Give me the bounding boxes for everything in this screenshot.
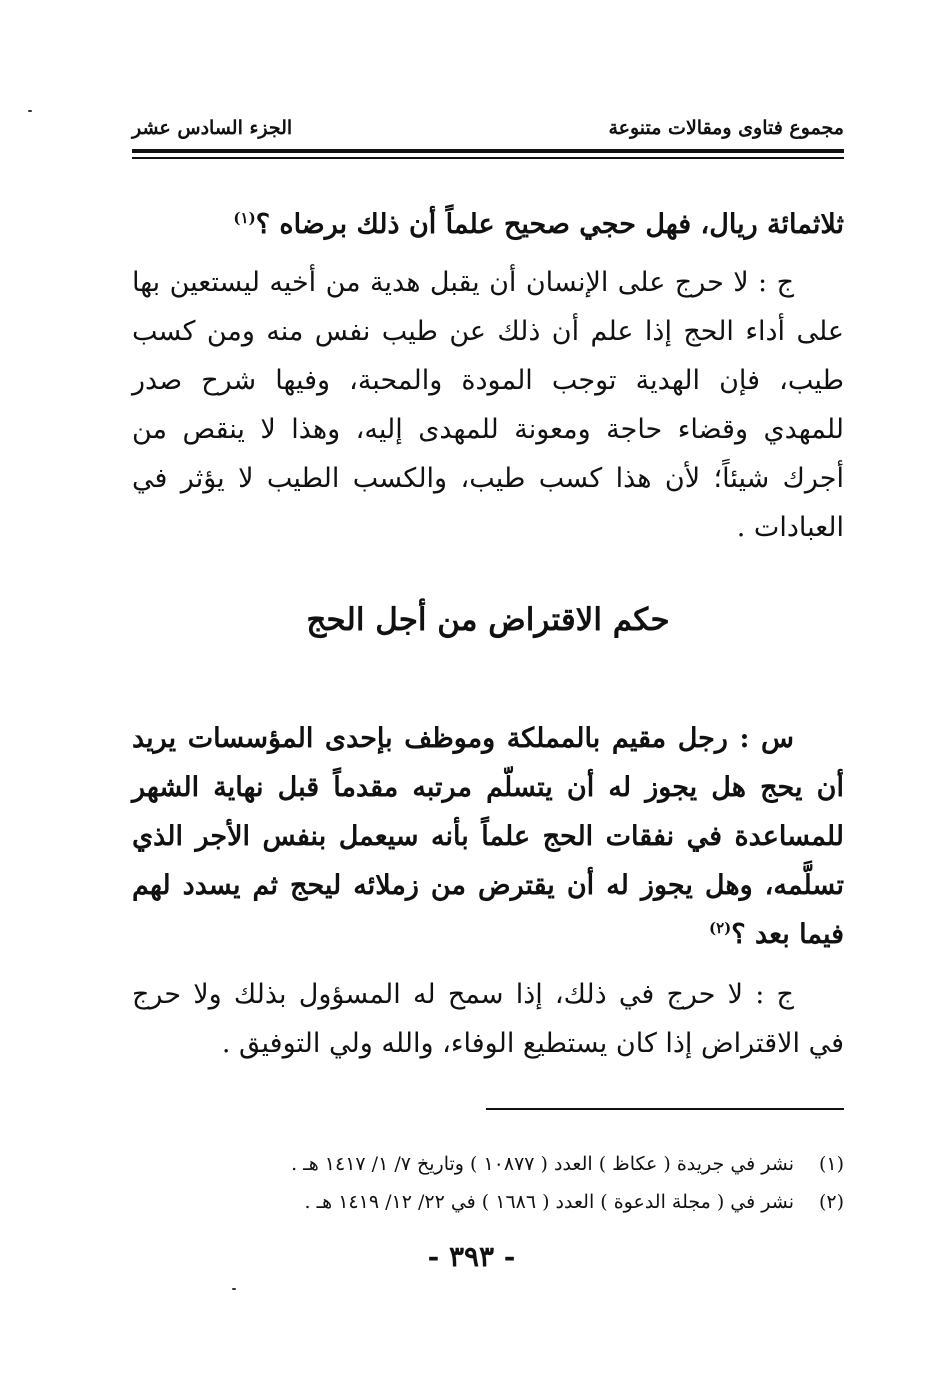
- footnote-ref-2: (٢): [708, 919, 732, 937]
- volume-label: الجزء السادس عشر: [132, 117, 293, 139]
- question-1-continuation: [132, 200, 844, 249]
- answer-1: ج : لا حرج على الإنسان أن يقبل هدية من أخيه ليستعين بها على أداء الحج إذا علم أن ذلك عن طيب نفس منه ومن كسب طيب، فإن الهدية توجب المودة والمحبة، وفيها شرح صدر للمهدي وقضاء حاجة ومعونة للمهدى إليه، وهذا لا ينقص من أجرك شيئاً؛ لأن هذا كسب طيب، والكسب الطيب لا يؤثر في العبادات .: [132, 267, 844, 543]
- footnote-number: (١): [818, 1153, 844, 1175]
- question-1-text: ثلاثمائة ريال، فهل حجي صحيح علماً أن ذلك برضاه ؟: [255, 209, 844, 240]
- question-2: [132, 714, 844, 959]
- footnote-number: (٢): [818, 1191, 844, 1213]
- footnote-item: [132, 1145, 844, 1183]
- section-title: حكم الاقتراض من أجل الحج: [306, 602, 670, 638]
- page-number: - ٣٩٣ -: [427, 1240, 516, 1273]
- footnote-text: نشر في ( مجلة الدعوة ) العدد ( ١٦٨٦ ) في ٢٢/ ١٢/ ١٤١٩ هـ .: [304, 1191, 794, 1213]
- header-rule: [132, 149, 844, 153]
- question-2-text: س : رجل مقيم بالمملكة وموظف بإحدى المؤسسات يريد أن يحج هل يجوز له أن يتسلّم مرتبه مقدماً قبل نهاية الشهر للمساعدة في نفقات الحج علماً بأنه سيعمل بنفس الأجر الذي تسلَّمه، وهل يجوز له أن يقترض من زملائه ليحج ثم يسدد لهم فيما بعد ؟: [132, 723, 844, 950]
- scan-speck: [232, 1288, 236, 1290]
- answer-2: ج : لا حرج في ذلك، إذا سمح له المسؤول بذلك ولا حرج في الاقتراض إذا كان يستطيع الوفاء، والله ولي التوفيق .: [132, 979, 844, 1059]
- book-title: مجموع فتاوى ومقالات متنوعة: [608, 117, 844, 139]
- scan-speck: [28, 110, 32, 112]
- footnotes: [132, 1145, 844, 1221]
- footnote-rule: [486, 1108, 844, 1110]
- footnote-item: [132, 1183, 844, 1221]
- footnote-ref-1: (١): [233, 209, 256, 227]
- footnote-text: نشر في جريدة ( عكاظ ) العدد ( ١٠٨٧٧ ) وتاريخ ٧/ ١/ ١٤١٧ هـ .: [291, 1153, 794, 1175]
- running-header: [132, 112, 844, 144]
- header-rule-thin: [132, 157, 844, 159]
